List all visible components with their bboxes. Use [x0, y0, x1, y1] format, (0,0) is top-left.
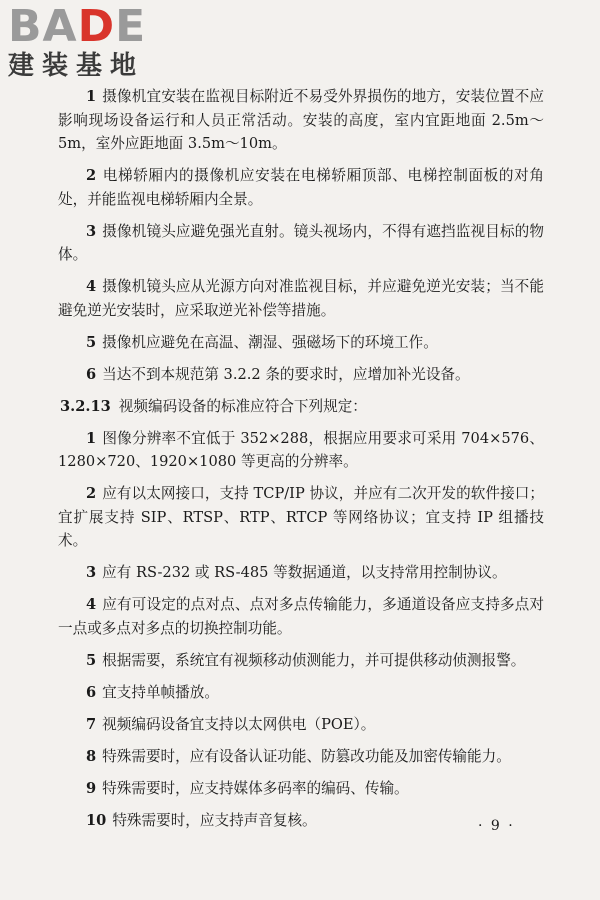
- document-body: [58, 85, 544, 841]
- requirement-item-9: 9 特殊需要时，应支持媒体多码率的编码、传输。: [86, 779, 409, 797]
- page-number: · 9 ·: [478, 818, 515, 834]
- logo-subtitle: 建装基地: [8, 51, 145, 81]
- requirement-item-3: 3 应有 RS-232 或 RS-485 等数据通道，以支持常用控制协议。: [86, 564, 507, 581]
- clause-item-1: 1 摄像机宜安装在监视目标附近不易受外界损伤的地方，安装位置不应影响现场设备运行和人员正常活动。安装的高度，室内宜距地面 2.5m～5m，室外应距地面 3.5m～10m。: [58, 88, 544, 152]
- requirement-item-1: 1 图像分辨率不宜低于 352×288，根据应用要求可采用 704×576、1280×720、1920×1080 等更高的分辨率。: [58, 429, 544, 470]
- requirement-item-6: 6 宜支持单帧播放。: [86, 683, 219, 701]
- clause-item-6: 6 当达不到本规范第 3.2.2 条的要求时，应增加补光设备。: [86, 365, 470, 383]
- clause-item-2: 2 电梯轿厢内的摄像机应安装在电梯轿厢顶部、电梯控制面板的对角处，并能监视电梯轿厢内全景。: [58, 167, 544, 208]
- clause-item-5: 5 摄像机应避免在高温、潮湿、强磁场下的环境工作。: [86, 333, 438, 351]
- clause-item-3: 3 摄像机镜头应避免强光直射。镜头视场内，不得有遮挡监视目标的物体。: [58, 222, 544, 263]
- requirement-item-7: 7 视频编码设备宜支持以太网供电（POE）。: [86, 715, 376, 733]
- requirement-item-5: 5 根据需要，系统宜有视频移动侦测能力，并可提供移动侦测报警。: [86, 651, 526, 669]
- requirement-item-2: 2 应有以太网接口，支持 TCP/IP 协议，并应有二次开发的软件接口；宜扩展支持 SIP、RTSP、RTP、RTCP 等网络协议；宜支持 IP 组播技术。: [58, 485, 544, 549]
- logo: [8, 1, 178, 81]
- clause-item-4: 4 摄像机镜头应从光源方向对准监视目标，并应避免逆光安装；当不能避免逆光安装时，应采取逆光补偿等措施。: [58, 278, 544, 319]
- requirement-item-10: 10 特殊需要时，应支持声音复核。: [86, 811, 317, 829]
- logo-wordmark: BADE: [8, 1, 147, 52]
- requirement-item-8: 8 特殊需要时，应有设备认证功能、防篡改功能及加密传输能力。: [86, 747, 511, 765]
- requirement-item-4: 4 应有可设定的点对点、点对多点传输能力，多通道设备应支持多点对一点或多点对多点的切换控制功能。: [58, 596, 544, 637]
- section-heading: 3.2.13 视频编码设备的标准应符合下列规定：: [60, 397, 367, 415]
